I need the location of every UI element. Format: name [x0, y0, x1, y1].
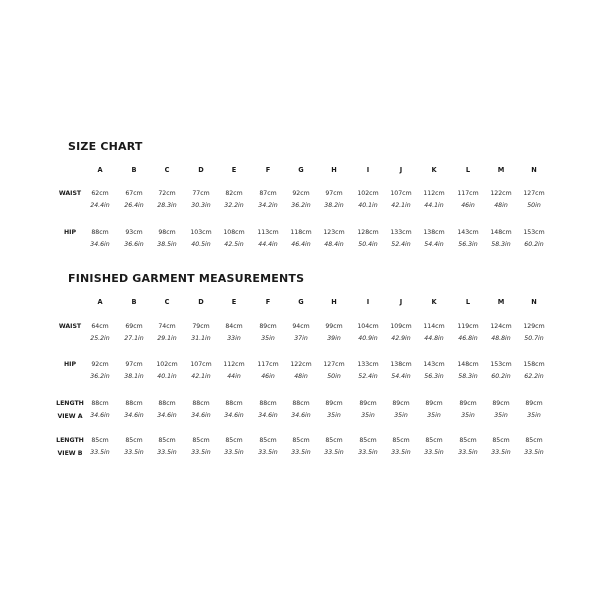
- cell-cm: 89cm: [325, 400, 343, 407]
- cell-in: 35in: [494, 412, 508, 419]
- cell-in: 36.2in: [291, 202, 311, 209]
- cell-cm: 85cm: [325, 437, 343, 444]
- cell-in: 44.8in: [424, 335, 444, 342]
- column-header-c: C: [164, 166, 170, 174]
- cell-cm: 113cm: [257, 229, 279, 236]
- cell-cm: 148cm: [457, 361, 479, 368]
- cell-in: 48.4in: [324, 241, 344, 248]
- cell-cm: 103cm: [190, 229, 212, 236]
- cell-in: 62.2in: [524, 373, 544, 380]
- cell-in: 35in: [527, 412, 541, 419]
- column-header-l: L: [465, 166, 471, 174]
- cell-in: 33.5in: [124, 449, 144, 456]
- cell-in: 56.3in: [424, 373, 444, 380]
- cell-cm: 99cm: [325, 323, 343, 330]
- cell-in: 60.2in: [491, 373, 511, 380]
- cell-cm: 118cm: [290, 229, 312, 236]
- cell-cm: 119cm: [457, 323, 479, 330]
- cell-in: 28.3in: [157, 202, 177, 209]
- cell-in: 36.6in: [124, 241, 144, 248]
- column-header-f: F: [265, 298, 271, 306]
- cell-in: 50in: [327, 373, 341, 380]
- cell-cm: 117cm: [257, 361, 279, 368]
- cell-in: 35in: [361, 412, 375, 419]
- column-header-b: B: [131, 166, 137, 174]
- cell-cm: 88cm: [125, 400, 143, 407]
- cell-cm: 85cm: [392, 437, 410, 444]
- cell-in: 42.1in: [191, 373, 211, 380]
- cell-cm: 128cm: [357, 229, 379, 236]
- cell-cm: 153cm: [490, 361, 512, 368]
- cell-cm: 104cm: [357, 323, 379, 330]
- cell-cm: 88cm: [292, 400, 310, 407]
- cell-in: 33.5in: [491, 449, 511, 456]
- column-header-h: H: [331, 298, 337, 306]
- cell-in: 48in: [294, 373, 308, 380]
- cell-in: 42.9in: [391, 335, 411, 342]
- cell-cm: 102cm: [156, 361, 178, 368]
- column-header-m: M: [497, 298, 505, 306]
- cell-in: 39in: [327, 335, 341, 342]
- column-header-f: F: [265, 166, 271, 174]
- cell-cm: 122cm: [490, 190, 512, 197]
- cell-cm: 62cm: [91, 190, 109, 197]
- row-label: VIEW B: [57, 450, 83, 457]
- cell-cm: 79cm: [192, 323, 210, 330]
- cell-in: 60.2in: [524, 241, 544, 248]
- column-header-d: D: [198, 166, 204, 174]
- cell-in: 46.4in: [291, 241, 311, 248]
- cell-cm: 94cm: [292, 323, 310, 330]
- cell-cm: 85cm: [292, 437, 310, 444]
- cell-cm: 92cm: [91, 361, 109, 368]
- cell-cm: 107cm: [390, 190, 412, 197]
- cell-cm: 88cm: [158, 400, 176, 407]
- column-header-g: G: [298, 166, 304, 174]
- cell-in: 44.4in: [258, 241, 278, 248]
- cell-cm: 123cm: [323, 229, 345, 236]
- cell-cm: 102cm: [357, 190, 379, 197]
- cell-cm: 88cm: [192, 400, 210, 407]
- cell-in: 30.3in: [191, 202, 211, 209]
- cell-in: 33.5in: [258, 449, 278, 456]
- cell-in: 34.6in: [291, 412, 311, 419]
- cell-in: 34.6in: [191, 412, 211, 419]
- cell-cm: 133cm: [390, 229, 412, 236]
- cell-cm: 148cm: [490, 229, 512, 236]
- cell-in: 38.5in: [157, 241, 177, 248]
- cell-in: 44.1in: [424, 202, 444, 209]
- cell-cm: 122cm: [290, 361, 312, 368]
- column-header-n: N: [531, 298, 537, 306]
- cell-in: 34.6in: [258, 412, 278, 419]
- cell-cm: 85cm: [125, 437, 143, 444]
- cell-in: 38.2in: [324, 202, 344, 209]
- cell-in: 33.5in: [157, 449, 177, 456]
- cell-in: 38.1in: [124, 373, 144, 380]
- cell-in: 33.5in: [224, 449, 244, 456]
- cell-in: 33.5in: [90, 449, 110, 456]
- cell-cm: 112cm: [423, 190, 445, 197]
- cell-in: 56.3in: [458, 241, 478, 248]
- cell-in: 52.4in: [391, 241, 411, 248]
- cell-in: 33.5in: [458, 449, 478, 456]
- cell-cm: 153cm: [523, 229, 545, 236]
- column-header-g: G: [298, 298, 304, 306]
- size-chart-title: SIZE CHART: [68, 140, 143, 153]
- cell-cm: 88cm: [225, 400, 243, 407]
- cell-in: 34.6in: [224, 412, 244, 419]
- cell-in: 33.5in: [391, 449, 411, 456]
- cell-in: 44in: [227, 373, 241, 380]
- column-header-b: B: [131, 298, 137, 306]
- cell-in: 27.1in: [124, 335, 144, 342]
- cell-cm: 127cm: [523, 190, 545, 197]
- finished-garment-title: FINISHED GARMENT MEASUREMENTS: [68, 272, 305, 285]
- cell-cm: 89cm: [492, 400, 510, 407]
- cell-cm: 129cm: [523, 323, 545, 330]
- cell-in: 48.8in: [491, 335, 511, 342]
- cell-cm: 112cm: [223, 361, 245, 368]
- cell-cm: 88cm: [259, 400, 277, 407]
- column-header-k: K: [431, 166, 437, 174]
- cell-cm: 85cm: [525, 437, 543, 444]
- cell-cm: 64cm: [91, 323, 109, 330]
- column-header-m: M: [497, 166, 505, 174]
- cell-cm: 89cm: [525, 400, 543, 407]
- cell-cm: 143cm: [457, 229, 479, 236]
- row-label: WAIST: [58, 323, 82, 330]
- cell-cm: 138cm: [423, 229, 445, 236]
- cell-cm: 89cm: [259, 323, 277, 330]
- cell-cm: 109cm: [390, 323, 412, 330]
- cell-in: 35in: [394, 412, 408, 419]
- cell-in: 37in: [294, 335, 308, 342]
- cell-in: 46in: [461, 202, 475, 209]
- cell-cm: 138cm: [390, 361, 412, 368]
- cell-cm: 117cm: [457, 190, 479, 197]
- cell-in: 36.2in: [90, 373, 110, 380]
- cell-cm: 133cm: [357, 361, 379, 368]
- cell-in: 34.2in: [258, 202, 278, 209]
- row-label: WAIST: [58, 190, 82, 197]
- column-header-h: H: [331, 166, 337, 174]
- cell-cm: 85cm: [425, 437, 443, 444]
- column-header-a: A: [97, 166, 103, 174]
- column-header-i: I: [366, 166, 370, 174]
- cell-cm: 85cm: [91, 437, 109, 444]
- cell-in: 35in: [461, 412, 475, 419]
- cell-in: 40.5in: [191, 241, 211, 248]
- cell-cm: 82cm: [225, 190, 243, 197]
- column-header-e: E: [231, 298, 237, 306]
- cell-cm: 124cm: [490, 323, 512, 330]
- cell-cm: 143cm: [423, 361, 445, 368]
- cell-in: 33.5in: [191, 449, 211, 456]
- column-header-n: N: [531, 166, 537, 174]
- row-label: LENGTH: [56, 400, 84, 407]
- column-header-d: D: [198, 298, 204, 306]
- cell-in: 34.6in: [90, 241, 110, 248]
- cell-in: 42.5in: [224, 241, 244, 248]
- cell-cm: 107cm: [190, 361, 212, 368]
- cell-cm: 72cm: [158, 190, 176, 197]
- cell-cm: 85cm: [225, 437, 243, 444]
- row-label: LENGTH: [56, 437, 84, 444]
- cell-in: 50in: [527, 202, 541, 209]
- cell-in: 50.7in: [524, 335, 544, 342]
- cell-cm: 85cm: [192, 437, 210, 444]
- cell-in: 52.4in: [358, 373, 378, 380]
- column-header-j: J: [399, 298, 403, 306]
- cell-cm: 87cm: [259, 190, 277, 197]
- column-header-j: J: [399, 166, 403, 174]
- cell-in: 33.5in: [324, 449, 344, 456]
- cell-in: 26.4in: [124, 202, 144, 209]
- cell-cm: 88cm: [91, 229, 109, 236]
- cell-in: 34.6in: [157, 412, 177, 419]
- column-header-i: I: [366, 298, 370, 306]
- cell-cm: 114cm: [423, 323, 445, 330]
- cell-in: 31.1in: [191, 335, 211, 342]
- cell-in: 33.5in: [358, 449, 378, 456]
- cell-in: 54.4in: [391, 373, 411, 380]
- cell-in: 42.1in: [391, 202, 411, 209]
- cell-in: 50.4in: [358, 241, 378, 248]
- cell-cm: 89cm: [425, 400, 443, 407]
- cell-in: 34.6in: [124, 412, 144, 419]
- cell-in: 34.6in: [90, 412, 110, 419]
- cell-cm: 89cm: [359, 400, 377, 407]
- column-header-l: L: [465, 298, 471, 306]
- cell-in: 35in: [261, 335, 275, 342]
- cell-in: 54.4in: [424, 241, 444, 248]
- cell-in: 40.9in: [358, 335, 378, 342]
- cell-cm: 93cm: [125, 229, 143, 236]
- cell-cm: 74cm: [158, 323, 176, 330]
- cell-in: 33.5in: [524, 449, 544, 456]
- cell-in: 25.2in: [90, 335, 110, 342]
- cell-cm: 97cm: [125, 361, 143, 368]
- row-label: HIP: [63, 361, 76, 368]
- cell-cm: 89cm: [459, 400, 477, 407]
- cell-cm: 97cm: [325, 190, 343, 197]
- row-label: VIEW A: [57, 413, 83, 420]
- cell-in: 33.5in: [291, 449, 311, 456]
- cell-in: 24.4in: [90, 202, 110, 209]
- cell-in: 46in: [261, 373, 275, 380]
- cell-in: 40.1in: [358, 202, 378, 209]
- cell-cm: 85cm: [158, 437, 176, 444]
- cell-cm: 108cm: [223, 229, 245, 236]
- cell-cm: 127cm: [323, 361, 345, 368]
- column-header-a: A: [97, 298, 103, 306]
- cell-cm: 85cm: [459, 437, 477, 444]
- column-header-k: K: [431, 298, 437, 306]
- cell-in: 33.5in: [424, 449, 444, 456]
- cell-cm: 85cm: [359, 437, 377, 444]
- cell-in: 29.1in: [157, 335, 177, 342]
- cell-in: 33in: [227, 335, 241, 342]
- cell-cm: 69cm: [125, 323, 143, 330]
- column-header-c: C: [164, 298, 170, 306]
- cell-cm: 77cm: [192, 190, 210, 197]
- cell-in: 32.2in: [224, 202, 244, 209]
- cell-in: 35in: [327, 412, 341, 419]
- cell-in: 46.8in: [458, 335, 478, 342]
- row-label: HIP: [63, 229, 76, 236]
- cell-in: 35in: [427, 412, 441, 419]
- cell-cm: 67cm: [125, 190, 143, 197]
- cell-in: 48in: [494, 202, 508, 209]
- cell-in: 58.3in: [458, 373, 478, 380]
- cell-in: 40.1in: [157, 373, 177, 380]
- column-header-e: E: [231, 166, 237, 174]
- cell-cm: 92cm: [292, 190, 310, 197]
- cell-cm: 98cm: [158, 229, 176, 236]
- cell-cm: 85cm: [259, 437, 277, 444]
- cell-cm: 85cm: [492, 437, 510, 444]
- cell-cm: 89cm: [392, 400, 410, 407]
- cell-cm: 88cm: [91, 400, 109, 407]
- cell-in: 58.3in: [491, 241, 511, 248]
- cell-cm: 158cm: [523, 361, 545, 368]
- cell-cm: 84cm: [225, 323, 243, 330]
